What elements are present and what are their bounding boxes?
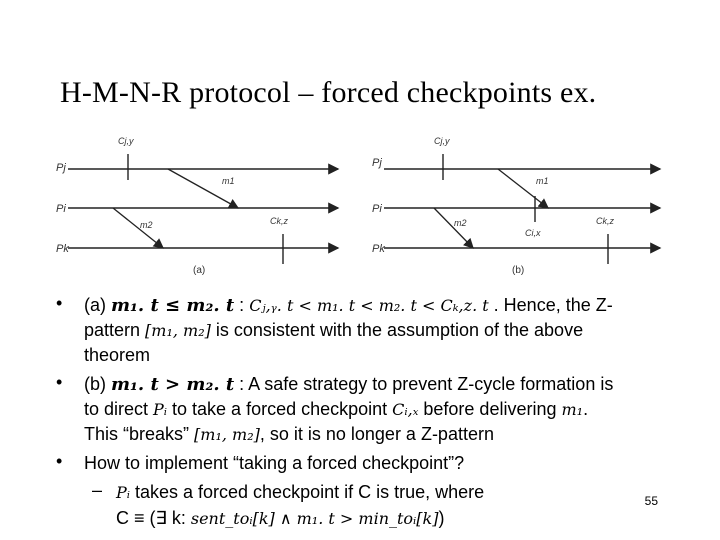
sub-bullet-line-2: C ≡ (∃ k: sent_toᵢ[k] ∧ m₁. t > min_toᵢ[k]): [116, 508, 445, 528]
bullet-glyph: •: [56, 293, 63, 313]
sub-bullet-line-1: Pᵢ takes a forced checkpoint if C is true, where: [116, 482, 485, 502]
process-label-pk: Pk: [372, 243, 385, 255]
bullet-glyph: •: [56, 451, 63, 471]
process-label-pk: Pk: [56, 243, 69, 255]
process-label-pj: Pj: [56, 162, 66, 174]
bullet-b-line-2: to direct Pᵢ to take a forced checkpoint Cᵢ,ₓ before delivering m₁.: [84, 399, 589, 419]
bullet-glyph: •: [56, 372, 63, 392]
checkpoint-diagrams: [48, 126, 668, 278]
checkpoint-label-cix: Ci,x: [525, 228, 541, 238]
diagram-a: [56, 136, 338, 276]
caption-b: (b): [512, 265, 525, 276]
diagram-b: [372, 136, 660, 276]
bullet-a-line-2: pattern [m₁, m₂] is consistent with the assumption of the above: [84, 320, 584, 340]
checkpoint-label-ckz: Ck,z: [596, 216, 614, 226]
bullet-a-line-3: theorem: [84, 345, 151, 365]
bullet-c-line-1: How to implement “taking a forced checkpoint”?: [84, 453, 465, 473]
message-label-m1: m1: [222, 176, 235, 186]
message-label-m1: m1: [536, 176, 549, 186]
checkpoint-label-cjy: Cj,y: [434, 136, 450, 146]
slide-title: H-M-N-R protocol – forced checkpoints ex.: [60, 76, 597, 109]
process-label-pi: Pi: [56, 203, 66, 215]
bullet-b-line-1: (b) m₁. t > m₂. t : A safe strategy to prevent Z-cycle formation is: [84, 374, 614, 395]
checkpoint-label-cjy: Cj,y: [118, 136, 134, 146]
process-label-pi: Pi: [372, 203, 382, 215]
page-number: 55: [644, 494, 658, 508]
process-label-pj: Pj: [372, 157, 382, 169]
message-label-m2: m2: [140, 220, 153, 230]
checkpoint-label-ckz: Ck,z: [270, 216, 288, 226]
bullet-b-line-3: This “breaks” [m₁, m₂], so it is no longer a Z-pattern: [84, 424, 494, 444]
bullet-a-line-1: (a) m₁. t ≤ m₂. t : Cⱼ,ᵧ. t < m₁. t < m₂. t < Cₖ,z. t . Hence, the Z-: [84, 295, 613, 316]
sub-bullet-dash: –: [92, 480, 103, 500]
message-label-m2: m2: [454, 218, 467, 228]
caption-a: (a): [193, 265, 206, 276]
